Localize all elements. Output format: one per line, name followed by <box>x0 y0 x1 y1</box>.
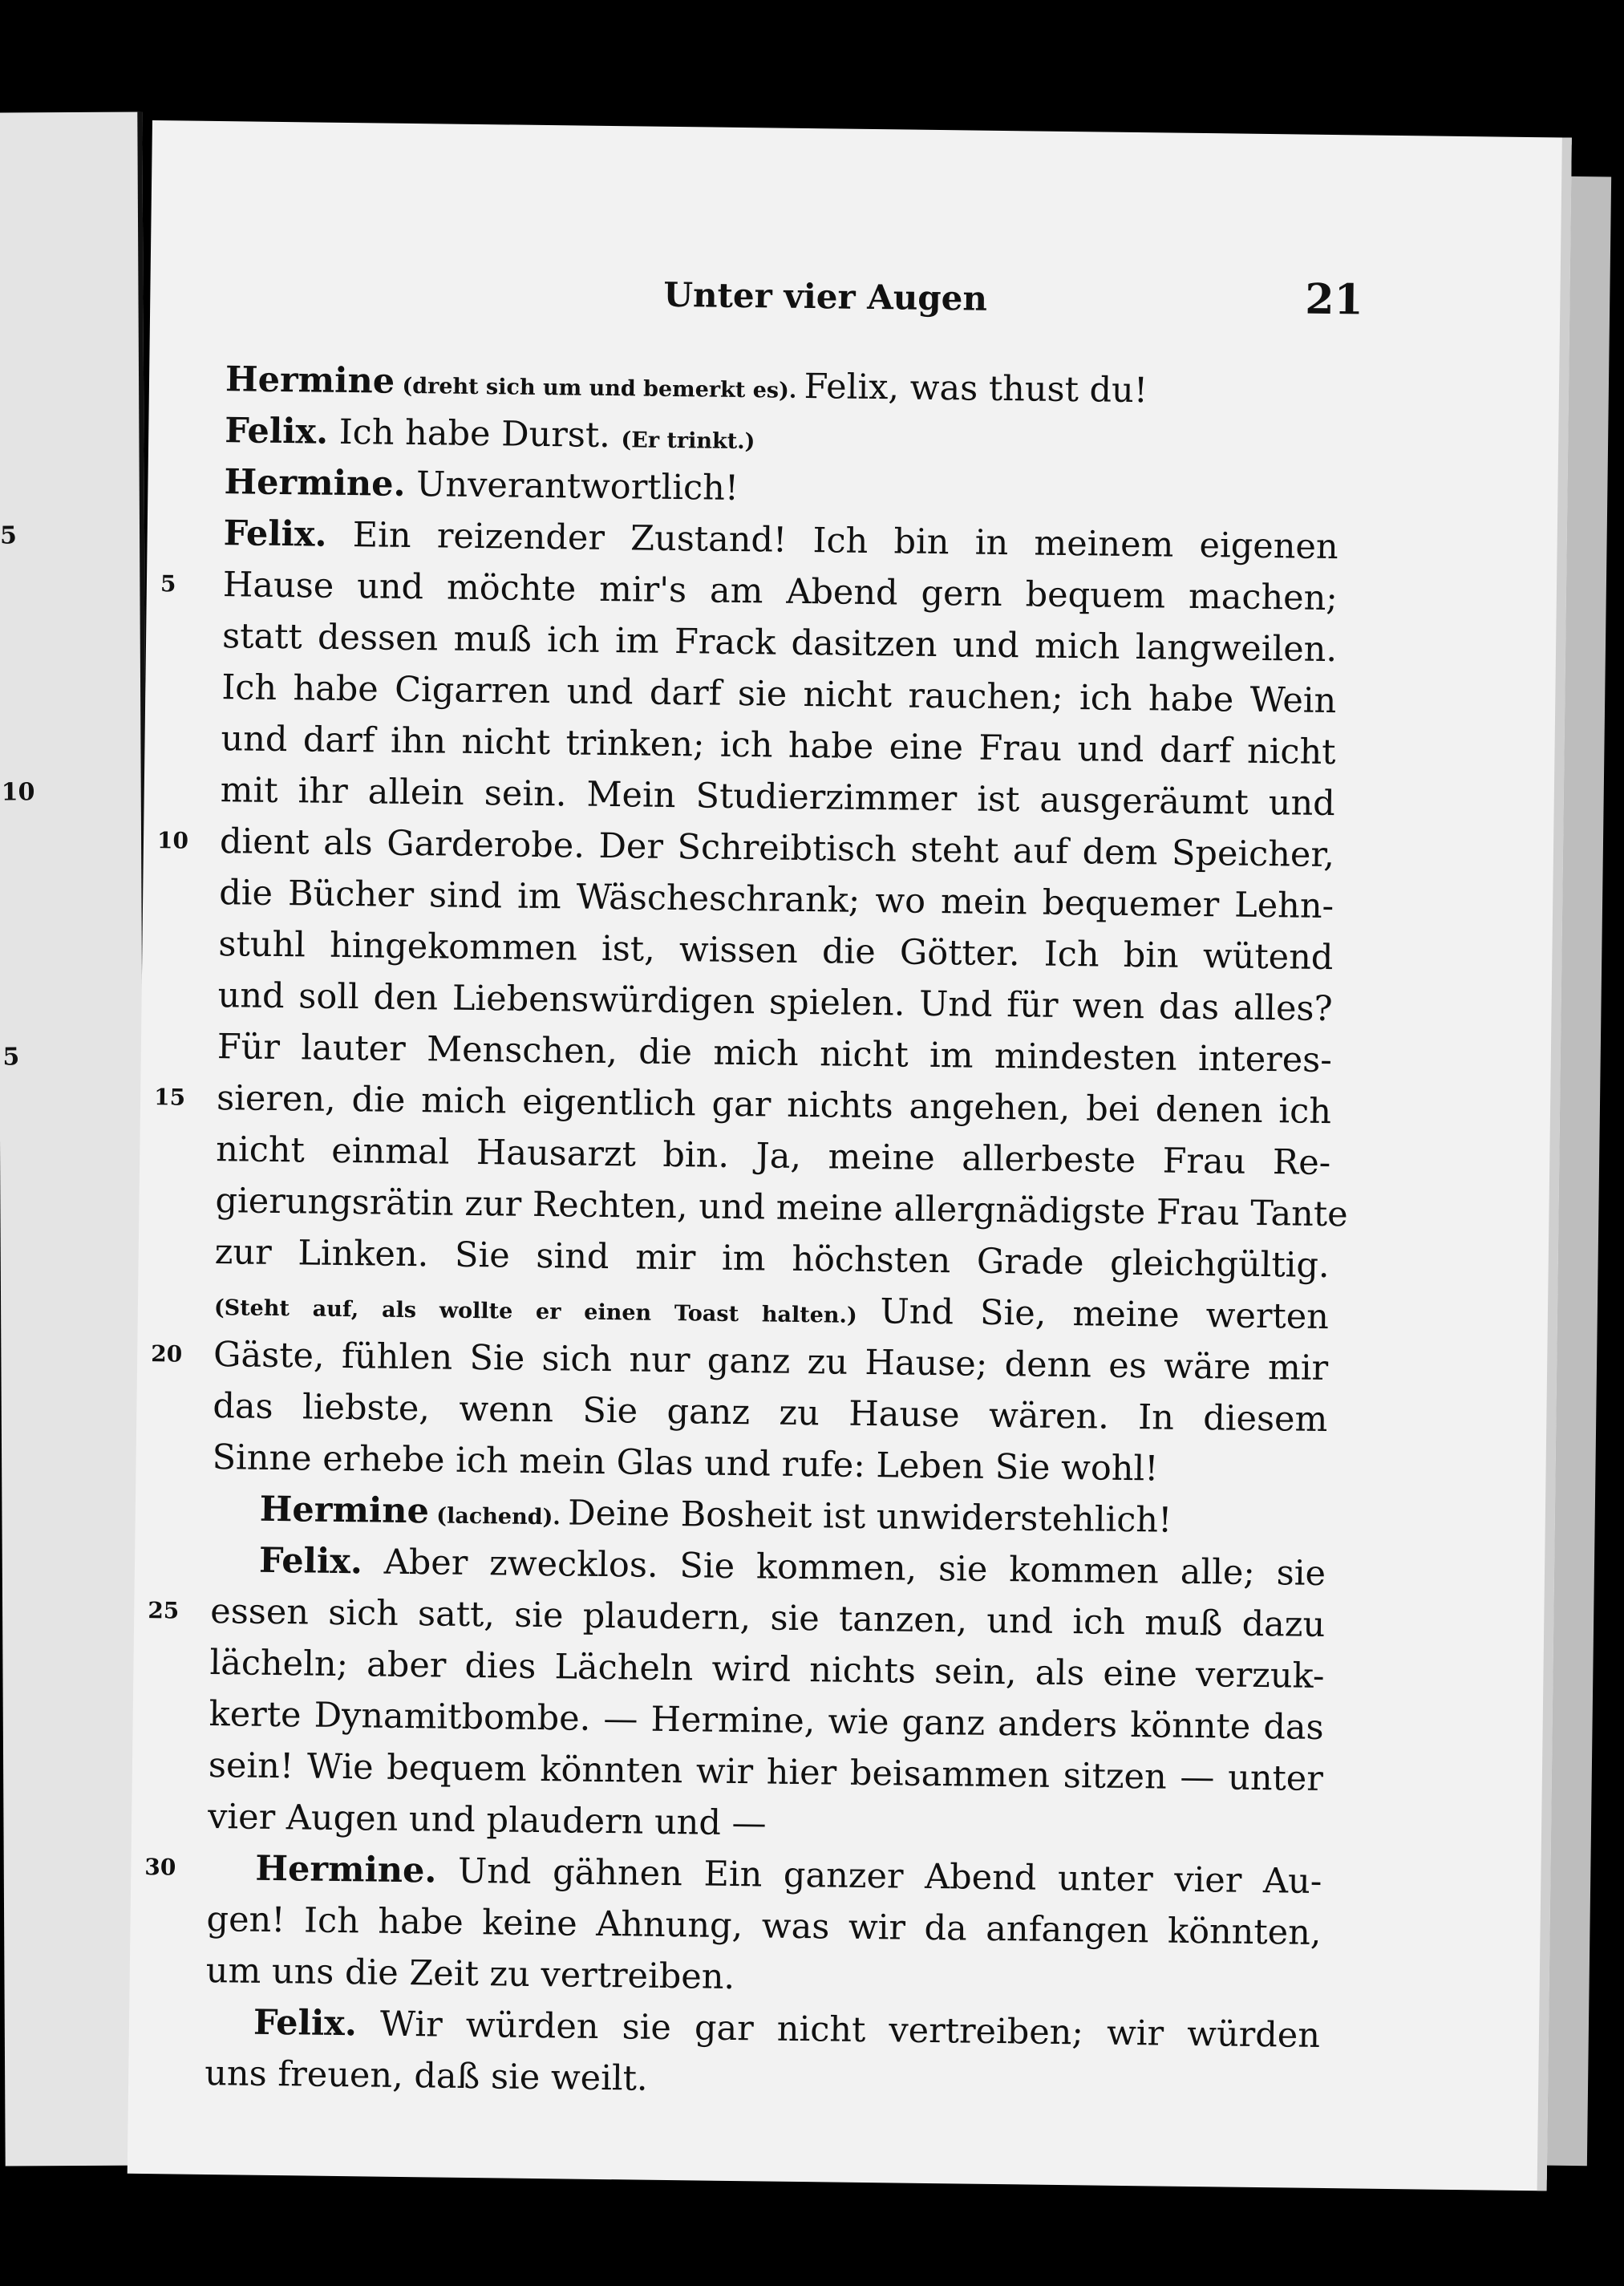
facing-page-line-number: 5 <box>0 521 18 550</box>
speaker-name: Felix. <box>223 513 327 555</box>
dialogue-text: Hause und möchte mir's am Abend gern bequem machen; <box>222 565 1338 619</box>
book-page <box>128 120 1572 2191</box>
stage-direction: (Steht auf, als wollte er einen Toast halten.) <box>213 1295 881 1329</box>
dialogue-text: nicht einmal Hausarzt bin. Ja, meine allerbeste Frau Re- <box>216 1129 1331 1184</box>
dialogue-text: vier Augen und plaudern und — <box>207 1797 767 1844</box>
dialogue-text: sieren, die mich eigentlich gar nichts angehen, bei denen ich <box>216 1078 1332 1133</box>
running-header: Unter vier Augen <box>663 274 988 318</box>
speaker-name: Hermine <box>225 359 395 402</box>
line-number: 30 <box>144 1854 176 1881</box>
speaker-name: Hermine <box>259 1489 430 1532</box>
speaker-name: Hermine. <box>255 1848 437 1891</box>
stage-direction: (lachend). <box>428 1503 569 1530</box>
speaker-name: Felix. <box>258 1540 363 1583</box>
dialogue-text: Unverantwortlich! <box>405 464 739 509</box>
dialogue-text: Für lauter Menschen, die mich nicht im mindesten interes- <box>217 1027 1333 1081</box>
facing-page-line-number: 10 <box>1 778 35 807</box>
text-block <box>144 354 1348 2113</box>
dialogue-text: Und gähnen Ein ganzer Abend unter vier Au- <box>436 1850 1322 1902</box>
speaker-name: Hermine. <box>224 462 406 505</box>
dialogue-text: die Bücher sind im Wäscheschrank; wo mein bequemer Lehn- <box>218 873 1334 927</box>
dialogue-text: Felix, was thust du! <box>804 366 1148 411</box>
dialogue-text: Ein reizender Zustand! Ich bin in meinem eigenen <box>326 514 1338 568</box>
dialogue-text: kerte Dynamitbombe. — Hermine, wie ganz anders könnte das <box>209 1694 1324 1748</box>
dialogue-text: mit ihr allein sein. Mein Studierzimmer ist ausgeräumt und <box>220 770 1336 825</box>
dialogue-text: zur Linken. Sie sind mir im höchsten Grade gleichgültig. <box>214 1232 1330 1287</box>
facing-page-line-number: 5 <box>2 1043 20 1072</box>
page-number: 21 <box>1305 274 1364 325</box>
dialogue-text: Ich habe Cigarren und darf sie nicht rauchen; ich habe Wein <box>221 667 1337 722</box>
speaker-name: Felix. <box>253 2002 358 2045</box>
speaker-name: Felix. <box>224 411 329 452</box>
dialogue-text: uns freuen, daß sie weilt. <box>204 2053 648 2099</box>
dialogue-text: dient als Garderobe. Der Schreibtisch steht auf dem Speicher, <box>219 821 1335 876</box>
dialogue-text: Sinne erhebe ich mein Glas und rufe: Leben Sie wohl! <box>212 1437 1159 1490</box>
dialogue-text: Und Sie, meine werten <box>880 1291 1330 1338</box>
line-number: 15 <box>153 1084 186 1111</box>
dialogue-text: Ich habe Durst. <box>327 411 622 456</box>
dialogue-text: lächeln; aber dies Lächeln wird nichts sein, als eine verzuk- <box>209 1643 1325 1696</box>
line-number: 10 <box>156 827 189 854</box>
dialogue-text: stuhl hingekommen ist, wissen die Götter. Ich bin wütend <box>218 924 1334 979</box>
dialogue-text: essen sich satt, sie plaudern, sie tanzen, und ich muß dazu <box>209 1591 1326 1646</box>
dialogue-text: Wir würden sie gar nicht vertreiben; wir würden <box>356 2004 1321 2056</box>
dialogue-text: Aber zwecklos. Sie kommen, sie kommen alle; sie <box>362 1542 1326 1595</box>
dialogue-text: Deine Bosheit ist unwiderstehlich! <box>567 1493 1172 1541</box>
line-number: 20 <box>151 1340 183 1368</box>
line-number: 5 <box>160 570 176 598</box>
dialogue-text: und soll den Liebenswürdigen spielen. Und für wen das alles? <box>217 975 1333 1030</box>
stage-direction: (Er trinkt.) <box>621 428 755 455</box>
dialogue-text: und darf ihn nicht trinken; ich habe eine Frau und darf nicht <box>221 719 1336 773</box>
dialogue-text: Gäste, fühlen Sie sich nur ganz zu Hause; denn es wäre mir <box>213 1335 1329 1389</box>
dialogue-text: das liebste, wenn Sie ganz zu Hause wären. In diesem <box>213 1386 1328 1441</box>
dialogue-text: um uns die Zeit zu vertreiben. <box>205 1950 735 1998</box>
dialogue-text: gierungsrätin zur Rechten, und meine allergnädigste Frau Tante <box>215 1181 1348 1235</box>
dialogue-text: gen! Ich habe keine Ahnung, was wir da anfangen könnten, <box>206 1899 1322 1953</box>
facing-page <box>0 112 153 2166</box>
stage-direction: (dreht sich um und bemerkt es). <box>394 373 804 403</box>
dialogue-text: statt dessen muß ich im Frack dasitzen und mich langweilen. <box>221 616 1338 671</box>
dialogue-text: sein! Wie bequem könnten wir hier beisammen sitzen — unter <box>208 1745 1324 1799</box>
line-number: 25 <box>148 1597 180 1624</box>
